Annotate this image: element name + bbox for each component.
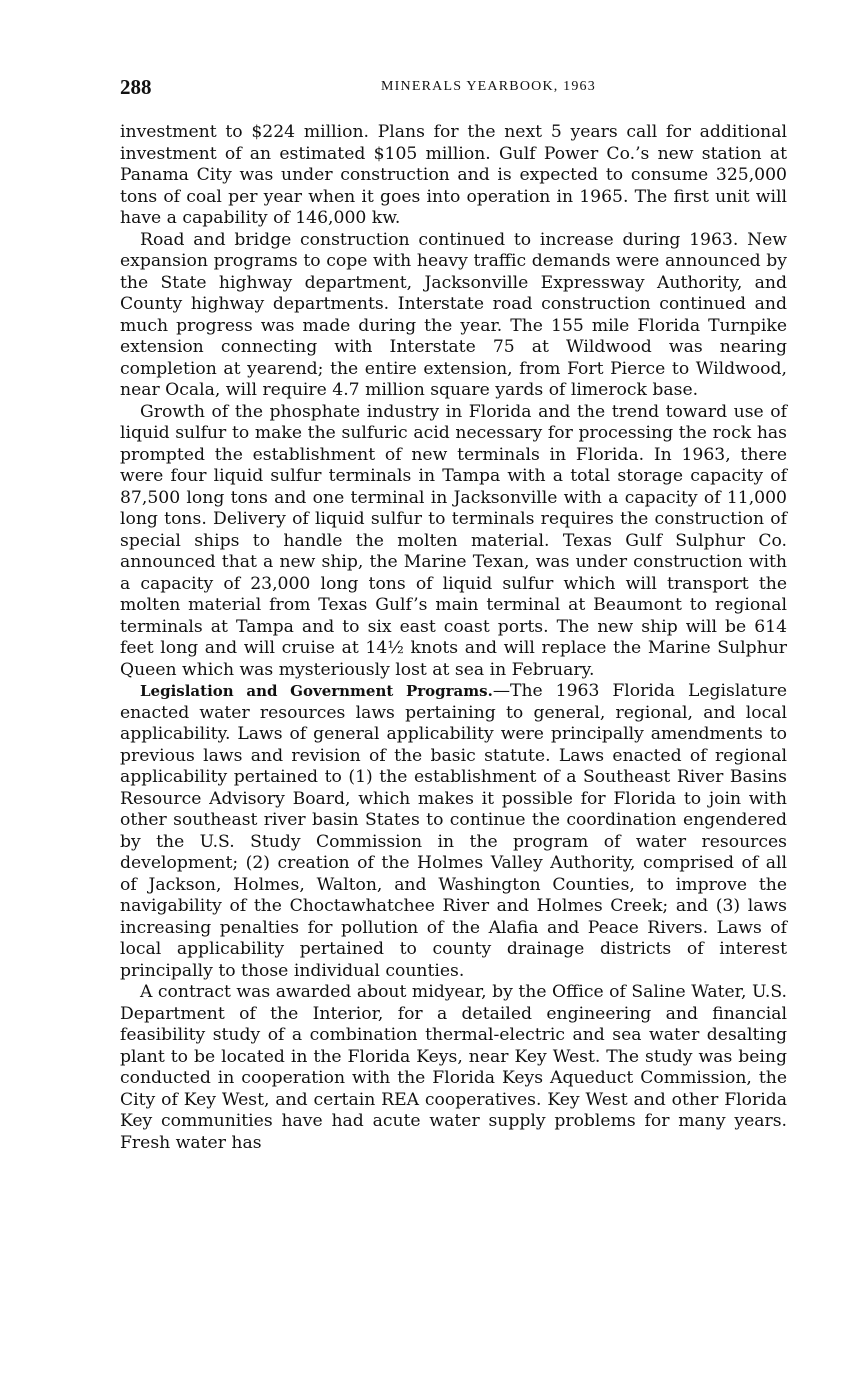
paragraph-road-construction <box>120 230 787 402</box>
paragraph-text: Growth of the phosphate industry in Florida and the trend toward use of liquid sulfur to make the sulfuric acid necessary for processing the rock has prompted the establishment of new terminals in Florida. In 1963, there were four liquid sulfur terminals in Tampa with a total storage capacity of 87,500 long tons and one terminal in Jacksonville with a capacity of 11,000 long tons. Delivery of liquid sulfur to terminals requires the construction of special ships to handle the molten material. Texas Gulf Sulphur Co. announced that a new ship, the Marine Texan, was under construction with a capacity of 23,000 long tons of liquid sulfur which will transport the molten material from Texas Gulf’s main terminal at Beaumont to regional terminals at Tampa and to six east coast ports. The new ship will be 614 feet long and will cruise at 14½ knots and will replace the Marine Sulphur Queen which was mysteriously lost at sea in February. <box>120 401 787 680</box>
paragraph-text: A contract was awarded about midyear, by the Office of Saline Water, U.S. Department of the Interior, for a detailed engineering and financial feasibility study of a combination thermal-electric and sea water desalting plant to be located in the Florida Keys, near Key West. The study was being conducted in cooperation with the Florida Keys Aqueduct Commission, the City of Key West, and certain REA cooperatives. Key West and other Florida Key communities have had acute water supply problems for many years. Fresh water has <box>120 982 787 1153</box>
paragraph-legislation <box>120 681 787 982</box>
page-number: 288 <box>120 75 152 99</box>
paragraph-saline-water <box>120 982 787 1154</box>
page-header <box>120 75 787 101</box>
paragraph-text: —The 1963 Florida Legislature enacted water resources laws pertaining to general, regional, and local applicability. Laws of general applicability were principally amendments to previous laws and revision of the basic statute. Laws enacted of regional applicability pertained to (1) the establishment of a Southeast River Basins Resource Advisory Board, which makes it possible for Florida to join with other southeast river basin States to continue the coordination engendered by the U.S. Study Commission in the program of water resources development; (2) creation of the Holmes Valley Authority, comprised of all of Jackson, Holmes, Walton, and Washington Counties, to improve the navigability of the Choctawhatchee River and Holmes Creek; and (3) laws increasing penalties for pollution of the Alafia and Peace Rivers. Laws of local applicability pertained to county drainage districts of interest principally to those individual counties. <box>120 681 787 981</box>
paragraph-text: Road and bridge construction continued to increase during 1963. New expansion programs to cope with heavy traffic demands were announced by the State highway department, Jacksonville Expressway Authority, and County highway departments. Interstate road construction continued and much progress was made during the year. The 155 mile Florida Turnpike extension connecting with Interstate 75 at Wildwood was nearing completion at yearend; the entire extension, from Fort Pierce to Wildwood, near Ocala, will require 4.7 million square yards of limerock base. <box>120 229 787 400</box>
paragraph-continued <box>120 122 787 230</box>
paragraph-sulfur-terminals <box>120 402 787 682</box>
paragraph-text: investment to $224 million. Plans for the next 5 years call for additional investment of an estimated $105 million. Gulf Power Co.’s new station at Panama City was under construction and is expected to consume 325,000 tons of coal per year when it goes into operation in 1965. The first unit will have a capability of 146,000 kw. <box>120 122 787 228</box>
section-run-in-heading: Legislation and Government Programs. <box>140 682 493 700</box>
body-text <box>120 122 787 1154</box>
running-head: MINERALS YEARBOOK, 1963 <box>381 79 596 94</box>
